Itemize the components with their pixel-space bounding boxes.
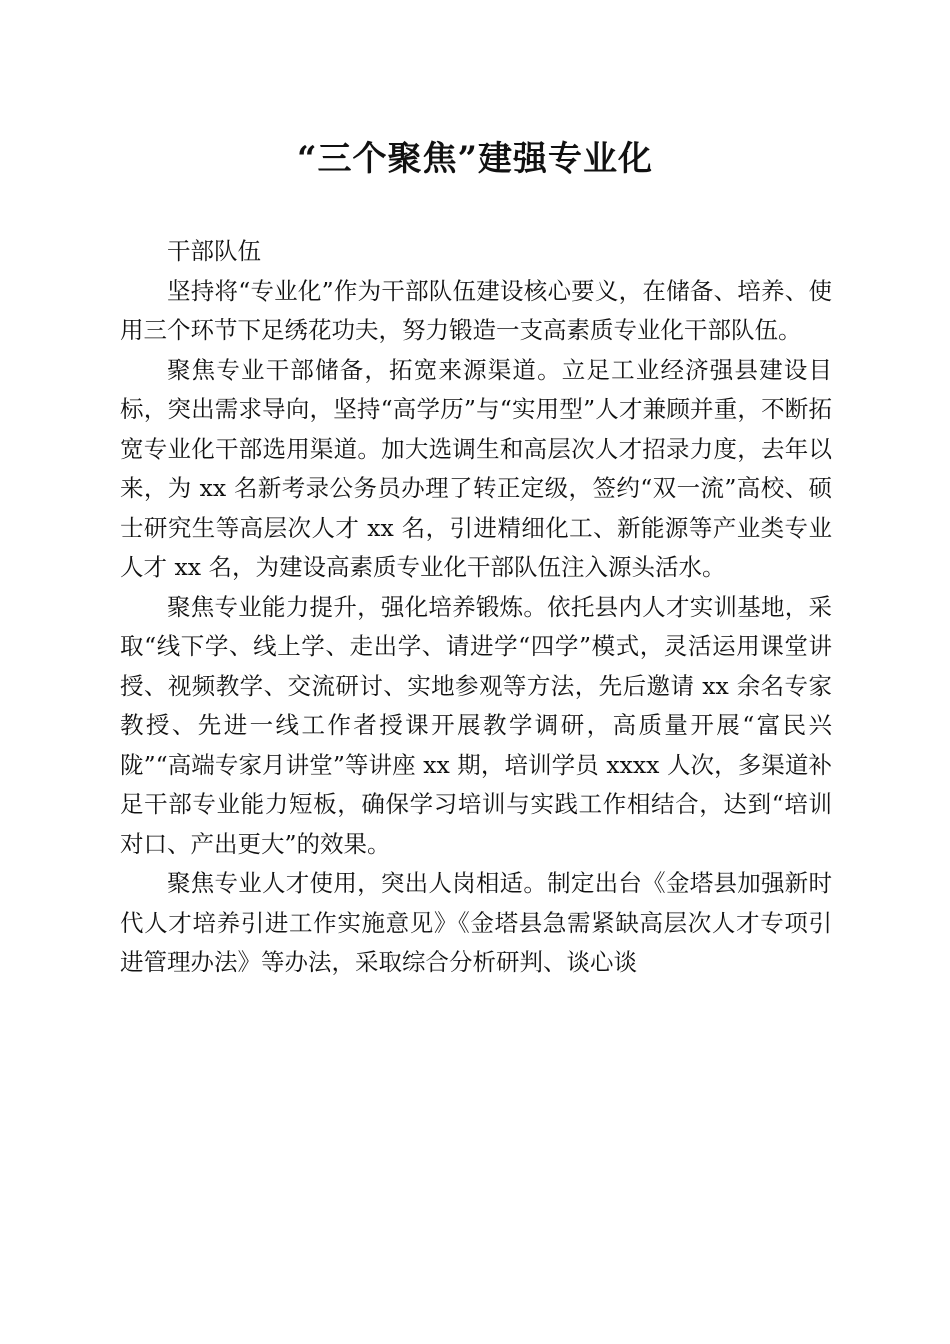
paragraph-intro: 坚持将“专业化”作为干部队伍建设核心要义，在储备、培养、使用三个环节下足绣花功夫，努力锻造一支高素质专业化干部队伍。 [120,276,832,344]
document-subtitle: 干部队伍 [167,237,261,265]
document-title: “三个聚焦”建强专业化 [296,139,654,179]
paragraph-training: 聚焦专业能力提升，强化培养锻炼。依托县内人才实训基地，采取“线下学、线上学、走出学、请进学“四学”模式，灵活运用课堂讲授、视频教学、交流研讨、实地参观等方法，先后邀请 xx 余名专家教授、先进一线工作者授课开展教学调研，高质量开展“富民兴陇”“高端专家月讲堂”等讲座 xx 期，培训学员 xxxx 人次，多渠道补足干部专业能力短板，确保学习培训与实践工作相结合，达到“培训对口、产出更大”的效果。 [120,592,832,858]
paragraph-usage: 聚焦专业人才使用，突出人岗相适。制定出台《金塔县加强新时代人才培养引进工作实施意见》《金塔县急需紧缺高层次人才专项引进管理办法》等办法，采取综合分析研判、谈心谈 [120,869,832,976]
paragraph-reserve: 聚焦专业干部储备，拓宽来源渠道。立足工业经济强县建设目标，突出需求导向，坚持“高学历”与“实用型”人才兼顾并重，不断拓宽专业化干部选用渠道。加大选调生和高层次人才招录力度，去年以来，为 xx 名新考录公务员办理了转正定级，签约“双一流”高校、硕士研究生等高层次人才 xx 名，引进精细化工、新能源等产业类专业人才 xx 名，为建设高素质专业化干部队伍注入源头活水。 [120,355,832,581]
document-body [120,232,832,983]
